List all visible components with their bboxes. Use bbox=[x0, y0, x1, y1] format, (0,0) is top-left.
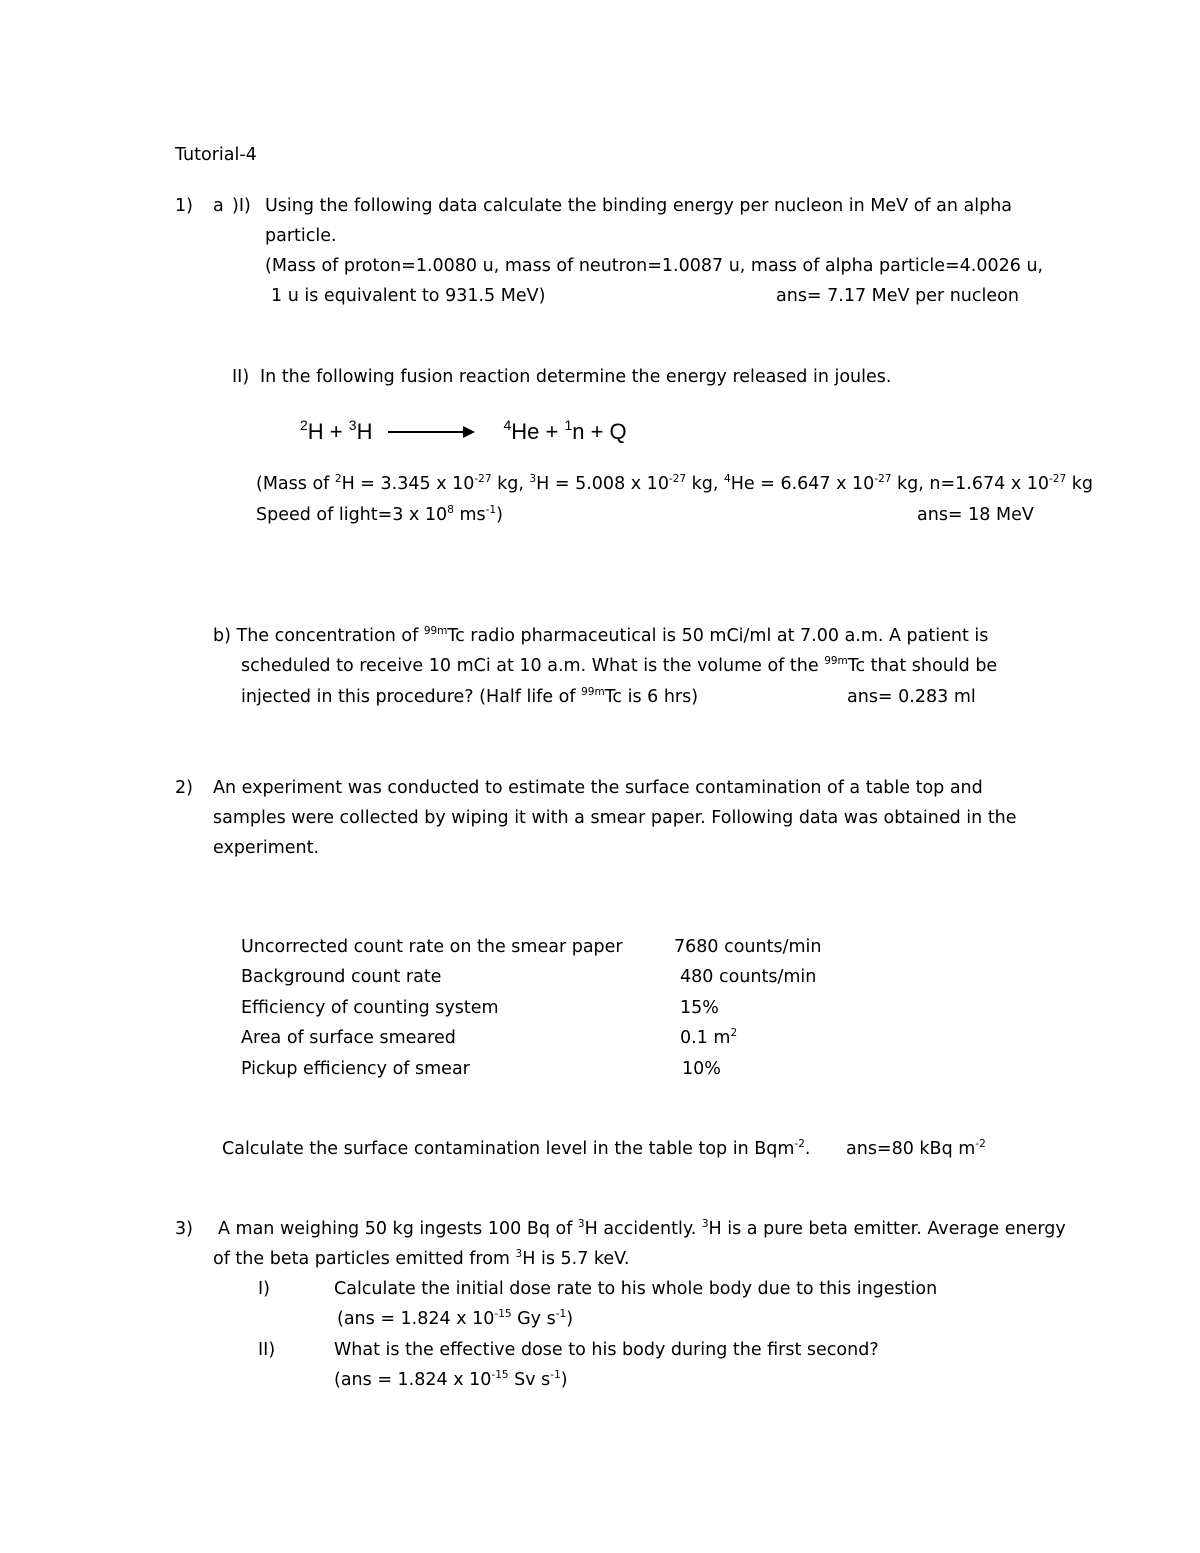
q3-number: 3) bbox=[175, 1219, 193, 1239]
eq-term: H + bbox=[307, 419, 349, 444]
q3-ii-text: What is the effective dose to his body during the first second? bbox=[334, 1340, 879, 1360]
q2-text-line3: experiment. bbox=[213, 838, 320, 858]
table-row-value: 480 counts/min bbox=[680, 967, 817, 987]
q3-ii-label: II) bbox=[258, 1340, 276, 1360]
table-row-label: Uncorrected count rate on the smear paper bbox=[241, 937, 623, 957]
q3-text-line1: A man weighing 50 kg ingests 100 Bq of $^3$H accidently. $^3$H is a pure beta emitter. Average energy bbox=[218, 1218, 1066, 1239]
table-row-value: 7680 counts/min bbox=[674, 937, 822, 957]
q1-ii-speed-of-light: Speed of light=3 x $10^8$ $ms^{-1}$) bbox=[256, 504, 503, 525]
eq-mass-number: 2 bbox=[300, 417, 308, 433]
q1-part-a-label: a bbox=[213, 196, 224, 216]
q1-b-line1: b) The concentration of $^{99m}$Tc radio pharmaceutical is 50 mCi/ml at 7.00 a.m. A patient is bbox=[213, 625, 989, 646]
q1-i-answer: ans= 7.17 MeV per nucleon bbox=[776, 286, 1019, 306]
eq-mass-number: 3 bbox=[348, 417, 357, 433]
table-row-value: 0.1 $m^2$ bbox=[680, 1027, 738, 1048]
q3-i-answer: (ans = 1.824 x $10^{-15}$ Gy $s^{-1}$) bbox=[337, 1308, 574, 1329]
q1-b-line3: injected in this procedure? (Half life of $^{99m}$Tc is 6 hrs) bbox=[241, 686, 699, 707]
eq-mass-number: 1 bbox=[564, 417, 573, 433]
q2-calculate: Calculate the surface contamination level in the table top in Bqm$^{-2}$. bbox=[222, 1138, 811, 1159]
q1-ii-label: II) bbox=[232, 367, 250, 387]
q1-ii-answer: ans= 18 MeV bbox=[917, 505, 1034, 525]
table-row-label: Pickup efficiency of smear bbox=[241, 1059, 470, 1079]
table-row-value: 10% bbox=[682, 1059, 721, 1079]
q1-ii-text: In the following fusion reaction determine the energy released in joules. bbox=[260, 367, 892, 387]
q3-ii-answer: (ans = 1.824 x $10^{-15}$ Sv $s^{-1}$) bbox=[334, 1369, 568, 1390]
q1-ii-masses: (Mass of $^2$H = 3.345 x $10^{-27}$ kg, $^3$H = 5.008 x $10^{-27}$ kg, $^4$He = 6.647 x $10^{-27}$ kg, n=1.674 x $10^{-27}$ kg bbox=[256, 473, 1093, 494]
table-row-value: 15% bbox=[680, 998, 719, 1018]
q1-b-line2: scheduled to receive 10 mCi at 10 a.m. What is the volume of the $^{99m}$Tc that should be bbox=[241, 655, 998, 676]
reaction-arrow-icon bbox=[388, 425, 475, 439]
fusion-equation bbox=[300, 416, 627, 448]
q1-i-text-line2: particle. bbox=[265, 226, 337, 246]
q1-number: 1) bbox=[175, 196, 193, 216]
q2-answer: ans=80 kBq $m^{-2}$ bbox=[846, 1138, 986, 1159]
q3-text-line2: of the beta particles emitted from $^3$H is 5.7 keV. bbox=[213, 1248, 630, 1269]
q2-text-line2: samples were collected by wiping it with a smear paper. Following data was obtained in the bbox=[213, 808, 1017, 828]
q3-i-text: Calculate the initial dose rate to his whole body due to this ingestion bbox=[334, 1279, 938, 1299]
table-row-label: Background count rate bbox=[241, 967, 442, 987]
q1-b-answer: ans= 0.283 ml bbox=[847, 687, 976, 707]
table-row-label: Area of surface smeared bbox=[241, 1028, 456, 1048]
q1-i-data-line2: 1 u is equivalent to 931.5 MeV) bbox=[271, 286, 546, 306]
page-title: Tutorial-4 bbox=[175, 145, 257, 165]
q1-i-label: )I) bbox=[232, 196, 251, 216]
table-row-label: Efficiency of counting system bbox=[241, 998, 499, 1018]
q2-number: 2) bbox=[175, 778, 193, 798]
eq-term: n + Q bbox=[572, 419, 627, 444]
q2-text-line1: An experiment was conducted to estimate the surface contamination of a table top and bbox=[213, 778, 983, 798]
eq-term: He + bbox=[511, 419, 565, 444]
eq-term: H bbox=[356, 419, 373, 444]
q1-i-data-line1: (Mass of proton=1.0080 u, mass of neutron=1.0087 u, mass of alpha particle=4.0026 u, bbox=[265, 256, 1044, 276]
eq-mass-number: 4 bbox=[503, 417, 512, 433]
q1-i-text-line1: Using the following data calculate the binding energy per nucleon in MeV of an alpha bbox=[265, 196, 1013, 216]
q3-i-label: I) bbox=[258, 1279, 270, 1299]
